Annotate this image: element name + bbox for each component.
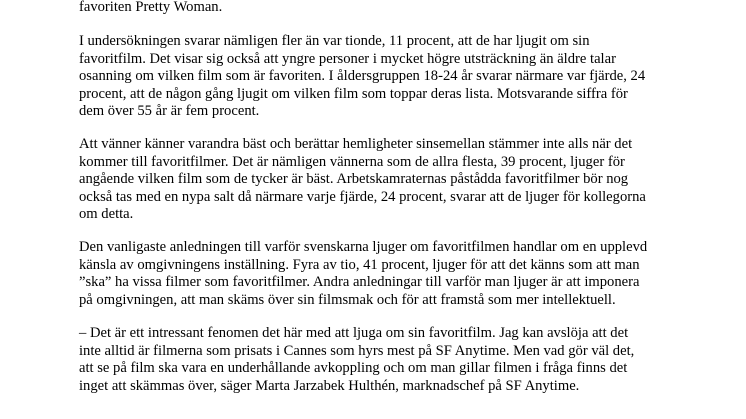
paragraph-line: också tas med en nypa salt då närmare varje fjärde, 24 procent, svarar att de ljuger för kollegorna bbox=[79, 188, 646, 205]
paragraph-3 bbox=[79, 136, 669, 224]
paragraph-line: inte alltid är filmerna som prisats i Cannes som hyrs mest på SF Anytime. Men vad gör väl det, bbox=[79, 342, 635, 359]
paragraph-line: att se på film ska vara en underhållande avkoppling och om man gillar filmen i fråga finns det bbox=[79, 360, 628, 376]
paragraph-5 bbox=[79, 325, 669, 395]
paragraph-line: på omgivningen, att man skäms över sin filmsmak och för att framstå som mer intellektuell. bbox=[79, 291, 616, 308]
paragraph-line: om detta. bbox=[79, 206, 134, 222]
paragraph-line: favoritfilm. Det visar sig också att yngre personer i mycket högre utsträckning än äldre talar bbox=[79, 50, 616, 67]
paragraph-2 bbox=[79, 33, 669, 121]
paragraph-line: ”ska” ha vissa filmer som favoritfilmer. Andra anledningar till varför man ljuger är att imponera bbox=[79, 274, 640, 290]
paragraph-line: favoriten Pretty Woman. bbox=[79, 0, 223, 15]
paragraph-line: inget att skämmas över, säger Marta Jarzabek Hulthén, marknadschef på SF Anytime. bbox=[79, 377, 580, 394]
paragraph-line: procent, att de någon gång ljugit om vilken film som toppar deras lista. Motsvarande siffra för bbox=[79, 85, 628, 102]
paragraph-1 bbox=[79, 0, 669, 17]
paragraph-line: Den vanligaste anledningen till varför svenskarna ljuger om favoritfilmen handlar om en upplevd bbox=[79, 239, 648, 255]
paragraph-line: I undersökningen svarar nämligen fler än var tionde, 11 procent, att de har ljugit om sin bbox=[79, 33, 590, 49]
paragraph-line: osanning om vilken film som är favoriten. I åldersgruppen 18-24 år svarar närmare var fjärde, 24 bbox=[79, 68, 646, 84]
paragraph-line: känsla av omgivningens inställning. Fyra av tio, 41 procent, ljuger för att det känns som att man bbox=[79, 256, 640, 273]
paragraph-line: Att vänner känner varandra bäst och berättar hemligheter sinsemellan stämmer inte alls när det bbox=[79, 136, 633, 152]
paragraph-line: kommer till favoritfilmer. Det är nämligen vännerna som de allra flesta, 39 procent, ljuger för bbox=[79, 153, 625, 170]
paragraph-4 bbox=[79, 239, 669, 309]
paragraph-line: – Det är ett intressant fenomen det här med att ljuga om sin favoritfilm. Jag kan avslöja att det bbox=[79, 325, 629, 341]
paragraph-line: angående vilken film som de tycker är bäst. Arbetskamraternas påstådda favoritfilmer bör nog bbox=[79, 171, 629, 187]
paragraph-line: dem över 55 år är fem procent. bbox=[79, 103, 260, 119]
